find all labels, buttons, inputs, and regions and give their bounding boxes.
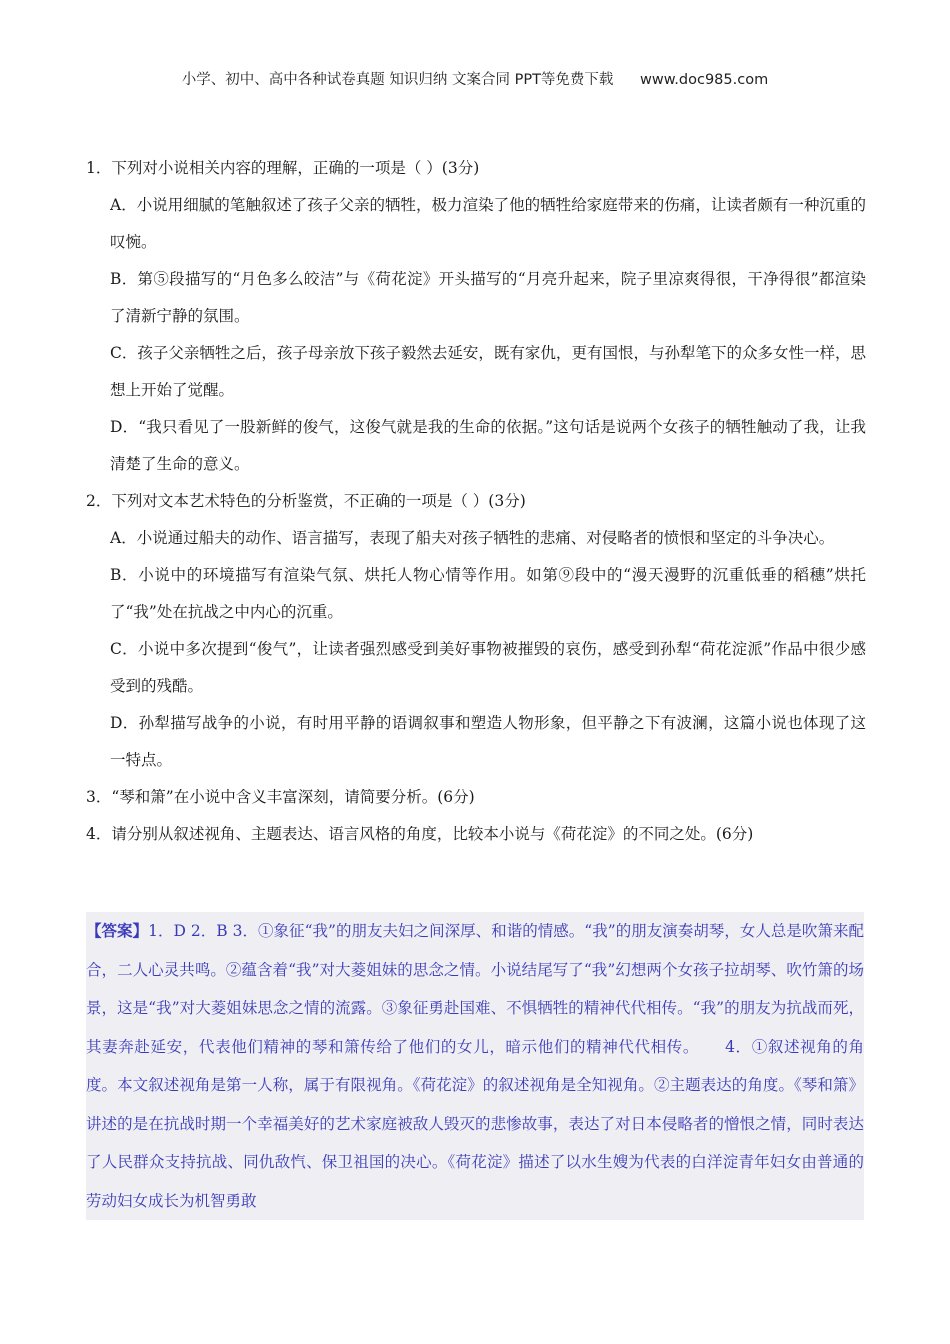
page-header — [0, 68, 950, 89]
question-stem: 下列对小说相关内容的理解，正确的一项是（ ）(3分) — [111, 159, 480, 177]
question-2 — [86, 483, 866, 520]
question-2-option-d: D．孙犁描写战争的小说，有时用平静的语调叙事和塑造人物形象，但平静之下有波澜，这篇小说也体现了这一特点。 — [110, 714, 866, 769]
question-2-option-c: C．小说中多次提到“俊气”，让读者强烈感受到美好事物被摧毁的哀伤，感受到孙犁“荷花淀派”作品中很少感受到的残酷。 — [110, 640, 866, 695]
answer-tag: 【答案】 — [86, 921, 149, 940]
question-number: 4． — [86, 825, 112, 843]
answer-part-2: 4．①叙述视角的角度。本文叙述视角是第一人称，属于有限视角。《荷花淀》的叙述视角是全知视角。②主题表达的角度。《琴和箫》讲述的是在抗战时期一个幸福美好的艺术家庭被敌人毁灭的悲惨故事，表达了对日本侵略者的憎恨之情，同时表达了人民群众支持抗战、同仇敌忾、保卫祖国的决心。《荷花淀》描述了以水生嫂为代表的白洋淀青年妇女由普通的劳动妇女成长为机智勇敢 — [86, 1037, 864, 1210]
answer-section — [86, 912, 864, 1220]
header-text: 小学、初中、高中各种试卷真题 知识归纳 文案合同 PPT等免费下载 — [181, 72, 614, 88]
question-stem: 请分别从叙述视角、主题表达、语言风格的角度，比较本小说与《荷花淀》的不同之处。(6分) — [111, 825, 754, 843]
question-1-option-d: D．“我只看见了一股新鲜的俊气，这俊气就是我的生命的依据。”这句话是说两个女孩子的牺牲触动了我，让我清楚了生命的意义。 — [110, 418, 866, 473]
question-stem: “琴和箫”在小说中含义丰富深刻，请简要分析。(6分) — [111, 788, 475, 806]
question-number: 1． — [86, 159, 112, 177]
question-2-option-b: B．小说中的环境描写有渲染气氛、烘托人物心情等作用。如第⑨段中的“漫天漫野的沉重低垂的稻穗”烘托了“我”处在抗战之中内心的沉重。 — [110, 566, 866, 621]
question-4 — [86, 816, 866, 853]
question-2-option-a: A．小说通过船夫的动作、语言描写，表现了船夫对孩子牺牲的悲痛、对侵略者的愤恨和坚定的斗争决心。 — [110, 529, 835, 547]
questions-section — [86, 150, 866, 853]
question-1-option-a: A．小说用细腻的笔触叙述了孩子父亲的牺牲，极力渲染了他的牺牲给家庭带来的伤痛，让读者颇有一种沉重的叹惋。 — [110, 196, 866, 251]
question-1-option-c: C．孩子父亲牺牲之后，孩子母亲放下孩子毅然去延安，既有家仇，更有国恨，与孙犁笔下的众多女性一样，思想上开始了觉醒。 — [110, 344, 866, 399]
question-3 — [86, 779, 866, 816]
question-stem: 下列对文本艺术特色的分析鉴赏，不正确的一项是（ ）(3分) — [111, 492, 526, 510]
question-1-option-b: B．第⑤段描写的“月色多么皎洁”与《荷花淀》开头描写的“月亮升起来，院子里凉爽得很，干净得很”都渲染了清新宁静的氛围。 — [110, 270, 866, 325]
header-site-link[interactable]: www.doc985.com — [640, 72, 769, 88]
question-1 — [86, 150, 866, 187]
question-number: 2． — [86, 492, 112, 510]
question-number: 3． — [86, 788, 112, 806]
answer-part-1: 1．D 2．B 3．①象征“我”的朋友夫妇之间深厚、和谐的情感。“我”的朋友演奏胡琴，女人总是吹箫来配合，二人心灵共鸣。②蕴含着“我”对大菱姐妹的思念之情。小说结尾写了“我”幻想两个女孩子拉胡琴、吹竹箫的场景，这是“我”对大菱姐妹思念之情的流露。③象征勇赴国难、不惧牺牲的精神代代相传。“我”的朋友为抗战而死，其妻奔赴延安，代表他们精神的琴和箫传给了他们的女儿，暗示他们的精神代代相传。 — [86, 922, 864, 1056]
